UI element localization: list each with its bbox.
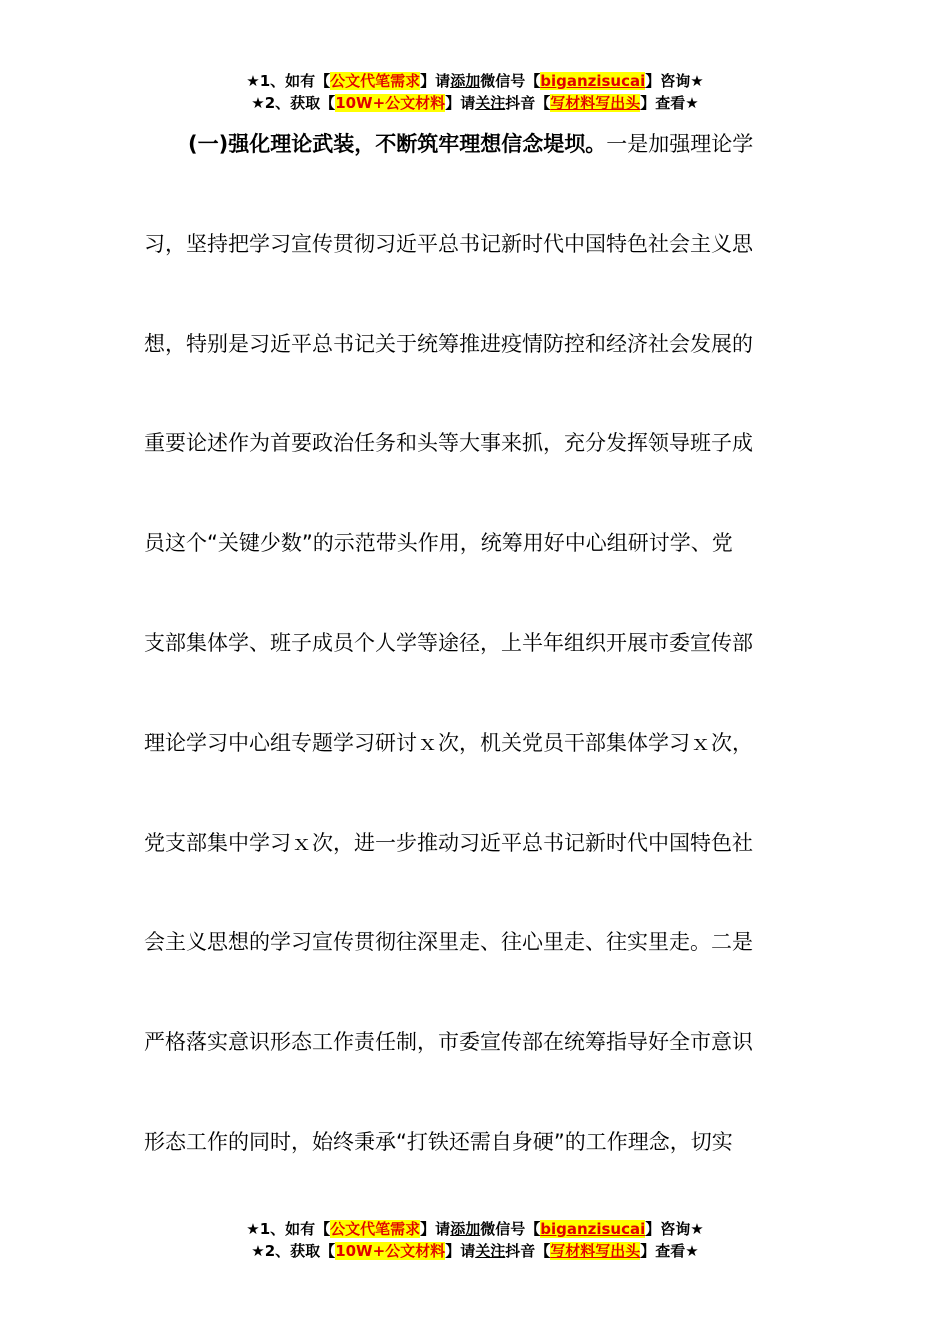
header-materials-highlight: 10W+公文材料: [335, 94, 446, 112]
footer-service-highlight: 公文代笔需求: [330, 1220, 421, 1238]
footer-line-1-mid-2: 微信号【: [480, 1220, 541, 1238]
footer-banner: [0, 1218, 950, 1262]
footer-wechat-id-link[interactable]: biganzisucai: [540, 1220, 646, 1238]
paragraph-line: 党支部集中学习ｘ次，进一步推动习近平总书记新时代中国特色社: [144, 830, 753, 855]
paragraph-line: 员这个“关键少数”的示范带头作用，统筹用好中心组研讨学、党: [144, 531, 733, 556]
header-line-1-mid: 】请: [420, 72, 451, 90]
header-line-1: [0, 70, 950, 92]
footer-line-1: [0, 1218, 950, 1240]
header-line-2-end: 】查看★: [640, 94, 699, 112]
header-line-1-prefix: ★1、如有【: [246, 72, 331, 90]
header-service-highlight: 公文代笔需求: [330, 72, 421, 90]
footer-follow-text: 关注: [475, 1242, 506, 1260]
paragraph-line: 支部集体学、班子成员个人学等途径，上半年组织开展市委宣传部: [144, 630, 753, 655]
section-heading: (一)强化理论武装，不断筑牢理想信念堤坝。: [188, 132, 607, 156]
footer-line-2-prefix: ★2、获取【: [251, 1242, 336, 1260]
paragraph-line: 会主义思想的学习宣传贯彻往深里走、往心里走、往实里走。二是: [144, 930, 753, 955]
paragraph-line: 习，坚持把学习宣传贯彻习近平总书记新时代中国特色社会主义思: [144, 231, 753, 256]
header-line-2-mid-2: 抖音【: [505, 94, 551, 112]
footer-line-2-mid: 】请: [445, 1242, 476, 1260]
header-add-text: 添加: [450, 72, 481, 90]
paragraph-line: 重要论述作为首要政治任务和头等大事来抓，充分发挥领导班子成: [144, 431, 753, 456]
paragraph-line: 理论学习中心组专题学习研讨ｘ次，机关党员干部集体学习ｘ次，: [144, 730, 753, 755]
footer-add-text: 添加: [450, 1220, 481, 1238]
footer-line-1-mid: 】请: [420, 1220, 451, 1238]
footer-line-2-end: 】查看★: [640, 1242, 699, 1260]
header-line-2: [0, 92, 950, 114]
paragraph-line: 想，特别是习近平总书记关于统筹推进疫情防控和经济社会发展的: [144, 331, 753, 356]
paragraph-line: 严格落实意识形态工作责任制，市委宣传部在统筹指导好全市意识: [144, 1030, 753, 1055]
header-line-2-mid: 】请: [445, 94, 476, 112]
paragraph-first-line-text: 一是加强理论学: [606, 132, 754, 156]
paragraph-first-line: [144, 127, 804, 227]
header-line-1-mid-2: 微信号【: [480, 72, 541, 90]
footer-douyin-account-link[interactable]: 写材料写出头: [550, 1242, 641, 1260]
header-follow-text: 关注: [475, 94, 506, 112]
footer-line-2: [0, 1240, 950, 1262]
footer-line-1-end: 】咨询★: [645, 1220, 704, 1238]
footer-materials-highlight: 10W+公文材料: [335, 1242, 446, 1260]
header-line-2-prefix: ★2、获取【: [251, 94, 336, 112]
document-body: [144, 127, 804, 1225]
header-banner: [0, 70, 950, 114]
footer-line-2-mid-2: 抖音【: [505, 1242, 551, 1260]
header-line-1-end: 】咨询★: [645, 72, 704, 90]
footer-line-1-prefix: ★1、如有【: [246, 1220, 331, 1238]
header-wechat-id-link[interactable]: biganzisucai: [540, 72, 646, 90]
paragraph-line: 形态工作的同时，始终秉承“打铁还需自身硬”的工作理念，切实: [144, 1129, 733, 1154]
header-douyin-account-link[interactable]: 写材料写出头: [550, 94, 641, 112]
